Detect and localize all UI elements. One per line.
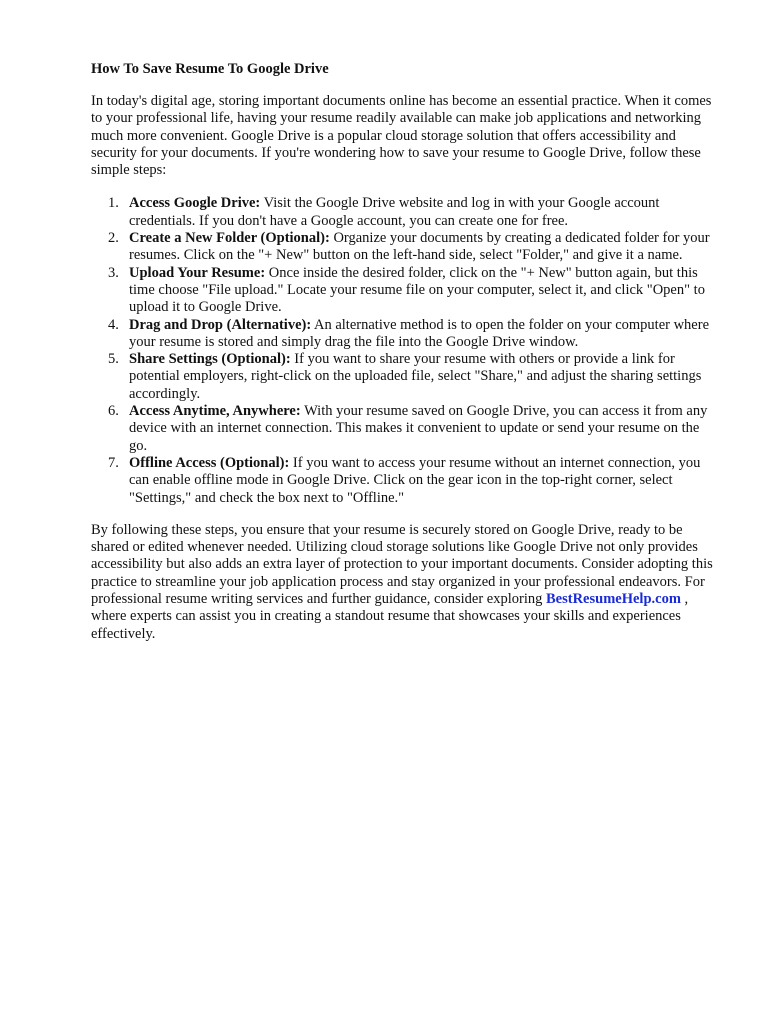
- list-item: [91, 317, 721, 352]
- list-item: [91, 265, 721, 317]
- step-heading: Upload Your Resume:: [129, 264, 266, 281]
- step-heading: Share Settings (Optional):: [129, 351, 291, 368]
- step-number: 7.: [108, 454, 119, 471]
- list-item: [91, 351, 721, 403]
- step-number: 6.: [108, 403, 119, 420]
- document-title: How To Save Resume To Google Drive: [91, 61, 329, 77]
- list-item: [91, 230, 721, 265]
- step-heading: Access Anytime, Anywhere:: [129, 403, 301, 420]
- step-heading: Access Google Drive:: [129, 195, 261, 212]
- list-item: [91, 455, 721, 507]
- step-number: 1.: [108, 195, 119, 212]
- document-page: [91, 60, 721, 643]
- intro-paragraph: In today's digital age, storing important documents online has become an essential practice. When it comes to your professional life, having your resume readily available can make job applications and networking much more convenient. Google Drive is a popular cloud storage solution that offers accessibility and security for your documents. If you're wondering how to save your resume to Google Drive, follow these simple steps:: [91, 93, 712, 179]
- conclusion-text-end: , where experts can assist you in creating a standout resume that showcases your skills and experiences effectively.: [91, 591, 689, 642]
- conclusion-text: By following these steps, you ensure that your resume is securely stored on Google Drive, ready to be shared or edited whenever needed. Utilizing cloud storage solutions like Google Drive not only provides accessibility but also adds an extra layer of protection to your important documents. Consider adopting this practice to streamline your job application process and stay organized in your professional endeavors. For professional resume writing services and further guidance, consider exploring: [91, 521, 713, 608]
- step-text: With your resume saved on Google Drive, you can access it from any device with an internet connection. This makes it convenient to update or send your resume on the go.: [129, 403, 708, 454]
- step-text: Visit the Google Drive website and log in with your Google account credentials. If you don't have a Google account, you can create one for free.: [129, 195, 660, 229]
- step-text: If you want to access your resume without an internet connection, you can enable offline mode in Google Drive. Click on the gear icon in the top-right corner, select "Settings," and check the box next to "Offline.": [129, 454, 701, 506]
- step-text: If you want to share your resume with others or provide a link for potential employers, right-click on the uploaded file, select "Share," and adjust the sharing settings accordingly.: [129, 351, 702, 402]
- conclusion-paragraph: [91, 522, 721, 643]
- step-text: Organize your documents by creating a dedicated folder for your resumes. Click on the "+ New" button on the left-hand side, select "Folder," and give it a name.: [129, 230, 710, 264]
- steps-list: [91, 195, 721, 506]
- step-number: 3.: [108, 264, 119, 281]
- step-heading: Create a New Folder (Optional):: [129, 230, 330, 247]
- step-heading: Offline Access (Optional):: [129, 454, 290, 471]
- list-item: [91, 195, 721, 230]
- bestresumehelp-link[interactable]: BestResumeHelp.com: [546, 591, 681, 608]
- step-heading: Drag and Drop (Alternative):: [129, 316, 312, 333]
- step-number: 5.: [108, 351, 119, 368]
- list-item: [91, 403, 721, 455]
- step-text: An alternative method is to open the folder on your computer where your resume is stored and simply drag the file into the Google Drive window.: [129, 316, 710, 350]
- step-text: Once inside the desired folder, click on the "+ New" button again, but this time choose "File upload." Locate your resume file on your computer, select it, and click "Open" to upload it to Google Drive.: [129, 264, 705, 316]
- step-number: 2.: [108, 230, 119, 247]
- step-number: 4.: [108, 316, 119, 333]
